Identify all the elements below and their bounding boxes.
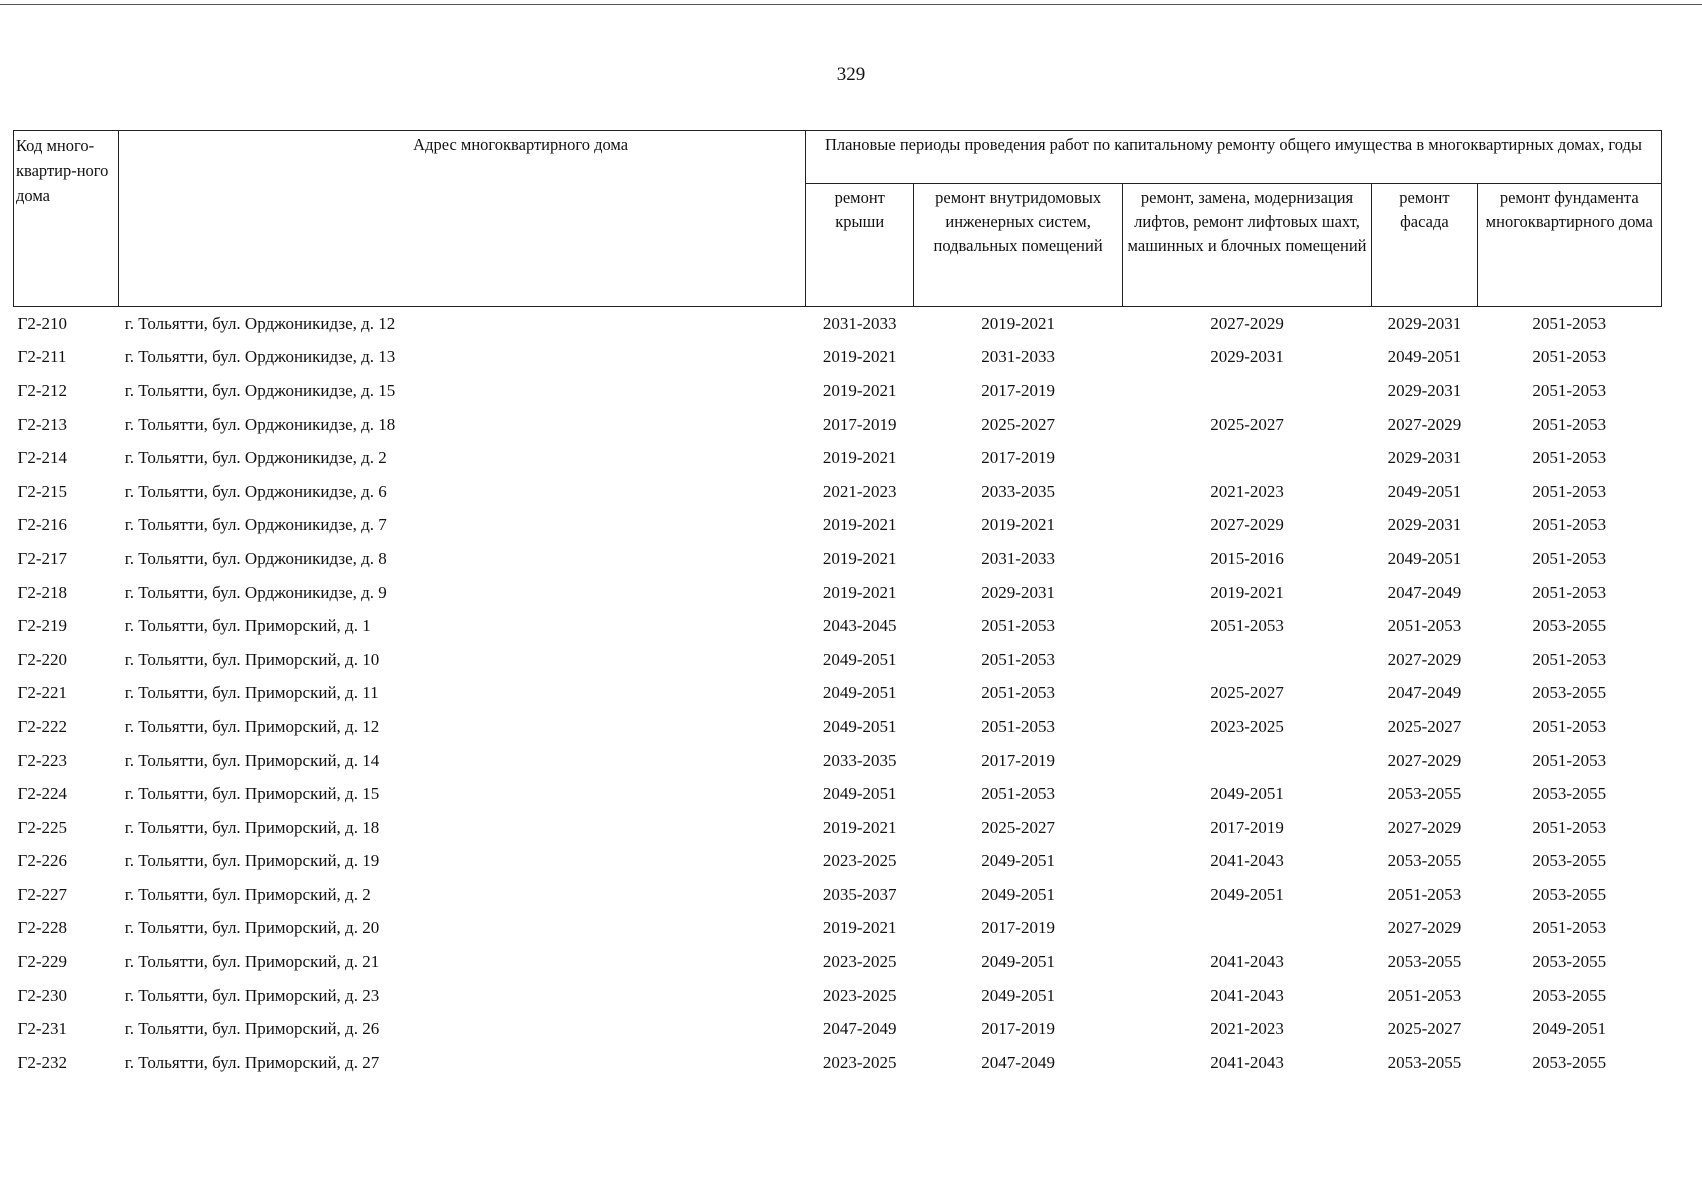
cell-elevators: 2021-2023 xyxy=(1210,481,1284,501)
cell-address: г. Тольятти, бул. Приморский, д. 19 xyxy=(124,851,380,871)
cell-code: Г2-223 xyxy=(17,750,67,770)
cell-code: Г2-228 xyxy=(17,918,67,938)
cell-facade: 2027-2029 xyxy=(1387,918,1462,938)
cell-address: г. Тольятти, бул. Приморский, д. 20 xyxy=(124,918,380,938)
cell-facade: 2053-2055 xyxy=(1387,1052,1462,1072)
repair-schedule-table xyxy=(13,130,1662,1080)
cell-address: г. Тольятти, бул. Орджоникидзе, д. 8 xyxy=(124,548,387,568)
cell-facade: 2051-2053 xyxy=(1387,884,1462,904)
cell-facade: 2027-2029 xyxy=(1387,414,1462,434)
cell-foundation: 2051-2053 xyxy=(1532,750,1607,770)
cell-foundation: 2051-2053 xyxy=(1532,380,1607,400)
cell-facade: 2025-2027 xyxy=(1387,716,1462,736)
header-facade: ремонт фасада xyxy=(1372,184,1477,307)
cell-facade: 2051-2053 xyxy=(1387,985,1462,1005)
table-row xyxy=(14,979,1662,1013)
cell-systems: 2019-2021 xyxy=(981,515,1055,535)
cell-facade: 2049-2051 xyxy=(1387,548,1462,568)
cell-code: Г2-225 xyxy=(17,817,67,837)
cell-facade: 2027-2029 xyxy=(1387,649,1462,669)
cell-roof: 2019-2021 xyxy=(822,582,897,602)
table-row xyxy=(14,710,1662,744)
cell-roof: 2043-2045 xyxy=(822,616,897,636)
cell-elevators: 2051-2053 xyxy=(1210,616,1284,636)
cell-foundation: 2051-2053 xyxy=(1532,347,1607,367)
cell-address: г. Тольятти, бул. Орджоникидзе, д. 18 xyxy=(124,414,396,434)
cell-systems: 2033-2035 xyxy=(981,481,1055,501)
cell-elevators: 2025-2027 xyxy=(1210,683,1284,703)
cell-code: Г2-220 xyxy=(17,649,67,669)
cell-roof: 2019-2021 xyxy=(822,918,897,938)
cell-elevators: 2049-2051 xyxy=(1210,784,1284,804)
cell-code: Г2-211 xyxy=(17,347,67,367)
cell-foundation: 2053-2055 xyxy=(1532,884,1607,904)
cell-facade: 2051-2053 xyxy=(1387,616,1462,636)
cell-facade: 2029-2031 xyxy=(1387,448,1462,468)
table-row xyxy=(14,374,1662,408)
cell-roof: 2049-2051 xyxy=(822,716,897,736)
cell-roof: 2049-2051 xyxy=(822,649,897,669)
table-header xyxy=(14,131,1662,307)
cell-facade: 2053-2055 xyxy=(1387,851,1462,871)
header-code: Код много-квартир-ного дома xyxy=(14,131,119,307)
cell-systems: 2017-2019 xyxy=(981,750,1055,770)
cell-facade: 2029-2031 xyxy=(1387,515,1462,535)
cell-systems: 2049-2051 xyxy=(981,884,1055,904)
cell-foundation: 2051-2053 xyxy=(1532,414,1607,434)
cell-address: г. Тольятти, бул. Орджоникидзе, д. 15 xyxy=(124,380,396,400)
cell-elevators xyxy=(1122,912,1372,946)
cell-facade: 2053-2055 xyxy=(1387,952,1462,972)
page-number: 329 xyxy=(836,64,866,85)
cell-elevators: 2041-2043 xyxy=(1210,985,1284,1005)
cell-roof: 2017-2019 xyxy=(822,414,897,434)
cell-facade: 2049-2051 xyxy=(1387,481,1462,501)
cell-code: Г2-210 xyxy=(17,313,67,333)
table-row xyxy=(14,677,1662,711)
cell-foundation: 2053-2055 xyxy=(1532,784,1607,804)
table-row xyxy=(14,1046,1662,1080)
cell-roof: 2021-2023 xyxy=(822,481,897,501)
table-row xyxy=(14,542,1662,576)
table-row xyxy=(14,643,1662,677)
cell-roof: 2019-2021 xyxy=(822,380,897,400)
cell-code: Г2-226 xyxy=(17,851,67,871)
cell-address: г. Тольятти, бул. Приморский, д. 26 xyxy=(124,1019,380,1039)
cell-code: Г2-231 xyxy=(17,1019,67,1039)
cell-roof: 2047-2049 xyxy=(822,1019,897,1039)
cell-code: Г2-230 xyxy=(17,985,67,1005)
cell-foundation: 2051-2053 xyxy=(1532,716,1607,736)
cell-address: г. Тольятти, бул. Приморский, д. 1 xyxy=(124,616,371,636)
cell-systems: 2031-2033 xyxy=(981,548,1055,568)
cell-systems: 2017-2019 xyxy=(981,448,1055,468)
cell-code: Г2-221 xyxy=(17,683,67,703)
cell-code: Г2-224 xyxy=(17,784,67,804)
cell-roof: 2019-2021 xyxy=(822,817,897,837)
cell-systems: 2025-2027 xyxy=(981,414,1055,434)
cell-address: г. Тольятти, бул. Орджоникидзе, д. 13 xyxy=(124,347,396,367)
cell-address: г. Тольятти, бул. Орджоникидзе, д. 2 xyxy=(124,448,387,468)
header-address: Адрес многоквартирного дома xyxy=(119,131,806,307)
cell-roof: 2035-2037 xyxy=(822,884,897,904)
cell-elevators: 2029-2031 xyxy=(1210,347,1284,367)
cell-systems: 2017-2019 xyxy=(981,380,1055,400)
cell-address: г. Тольятти, бул. Приморский, д. 10 xyxy=(124,649,380,669)
table-body xyxy=(14,307,1662,1080)
table-row xyxy=(14,1012,1662,1046)
table-row xyxy=(14,408,1662,442)
cell-address: г. Тольятти, бул. Орджоникидзе, д. 12 xyxy=(124,313,396,333)
cell-code: Г2-218 xyxy=(17,582,67,602)
cell-facade: 2049-2051 xyxy=(1387,347,1462,367)
cell-roof: 2033-2035 xyxy=(822,750,897,770)
cell-foundation: 2053-2055 xyxy=(1532,616,1607,636)
cell-foundation: 2051-2053 xyxy=(1532,548,1607,568)
cell-roof: 2049-2051 xyxy=(822,784,897,804)
cell-address: г. Тольятти, бул. Приморский, д. 14 xyxy=(124,750,380,770)
cell-address: г. Тольятти, бул. Приморский, д. 27 xyxy=(124,1052,380,1072)
cell-roof: 2019-2021 xyxy=(822,548,897,568)
table-row xyxy=(14,509,1662,543)
cell-facade: 2053-2055 xyxy=(1387,784,1462,804)
cell-code: Г2-215 xyxy=(17,481,67,501)
cell-facade: 2047-2049 xyxy=(1387,683,1462,703)
table-row xyxy=(14,475,1662,509)
cell-foundation: 2051-2053 xyxy=(1532,515,1607,535)
cell-systems: 2019-2021 xyxy=(981,313,1055,333)
cell-code: Г2-222 xyxy=(17,716,67,736)
cell-elevators: 2027-2029 xyxy=(1210,515,1284,535)
cell-roof: 2019-2021 xyxy=(822,515,897,535)
cell-code: Г2-212 xyxy=(17,380,67,400)
cell-elevators xyxy=(1122,744,1372,778)
cell-elevators: 2027-2029 xyxy=(1210,313,1284,333)
cell-systems: 2051-2053 xyxy=(981,649,1055,669)
cell-foundation: 2053-2055 xyxy=(1532,985,1607,1005)
cell-systems: 2049-2051 xyxy=(981,952,1055,972)
cell-systems: 2049-2051 xyxy=(981,851,1055,871)
cell-roof: 2023-2025 xyxy=(822,985,897,1005)
cell-address: г. Тольятти, бул. Орджоникидзе, д. 9 xyxy=(124,582,387,602)
cell-roof: 2023-2025 xyxy=(822,952,897,972)
cell-address: г. Тольятти, бул. Приморский, д. 12 xyxy=(124,716,380,736)
cell-systems: 2051-2053 xyxy=(981,716,1055,736)
cell-address: г. Тольятти, бул. Приморский, д. 21 xyxy=(124,952,380,972)
cell-foundation: 2051-2053 xyxy=(1532,313,1607,333)
table-row xyxy=(14,845,1662,879)
cell-foundation: 2051-2053 xyxy=(1532,918,1607,938)
cell-code: Г2-216 xyxy=(17,515,67,535)
cell-code: Г2-227 xyxy=(17,884,67,904)
cell-address: г. Тольятти, бул. Приморский, д. 15 xyxy=(124,784,380,804)
table-row xyxy=(14,341,1662,375)
cell-roof: 2031-2033 xyxy=(822,313,897,333)
cell-foundation: 2051-2053 xyxy=(1532,448,1607,468)
table-row xyxy=(14,912,1662,946)
cell-systems: 2047-2049 xyxy=(981,1052,1055,1072)
cell-code: Г2-213 xyxy=(17,414,67,434)
cell-address: г. Тольятти, бул. Орджоникидзе, д. 7 xyxy=(124,515,387,535)
header-foundation: ремонт фундамента многоквартирного дома xyxy=(1477,184,1661,307)
cell-systems: 2017-2019 xyxy=(981,1019,1055,1039)
cell-elevators xyxy=(1122,643,1372,677)
cell-roof: 2019-2021 xyxy=(822,347,897,367)
cell-elevators xyxy=(1122,374,1372,408)
cell-facade: 2025-2027 xyxy=(1387,1019,1462,1039)
cell-foundation: 2053-2055 xyxy=(1532,851,1607,871)
cell-code: Г2-217 xyxy=(17,548,67,568)
cell-elevators: 2023-2025 xyxy=(1210,716,1284,736)
cell-foundation: 2053-2055 xyxy=(1532,952,1607,972)
cell-elevators: 2015-2016 xyxy=(1210,548,1284,568)
cell-systems: 2017-2019 xyxy=(981,918,1055,938)
cell-elevators: 2041-2043 xyxy=(1210,851,1284,871)
cell-systems: 2025-2027 xyxy=(981,817,1055,837)
cell-elevators: 2025-2027 xyxy=(1210,414,1284,434)
header-roof: ремонт крыши xyxy=(805,184,913,307)
cell-elevators: 2019-2021 xyxy=(1210,582,1284,602)
cell-facade: 2047-2049 xyxy=(1387,582,1462,602)
cell-foundation: 2051-2053 xyxy=(1532,481,1607,501)
cell-address: г. Тольятти, бул. Орджоникидзе, д. 6 xyxy=(124,481,387,501)
cell-systems: 2051-2053 xyxy=(981,683,1055,703)
cell-elevators: 2017-2019 xyxy=(1210,817,1284,837)
cell-elevators xyxy=(1122,441,1372,475)
cell-address: г. Тольятти, бул. Приморский, д. 18 xyxy=(124,817,380,837)
cell-facade: 2027-2029 xyxy=(1387,750,1462,770)
cell-roof: 2023-2025 xyxy=(822,1052,897,1072)
cell-systems: 2031-2033 xyxy=(981,347,1055,367)
table-row xyxy=(14,878,1662,912)
cell-systems: 2051-2053 xyxy=(981,784,1055,804)
cell-systems: 2049-2051 xyxy=(981,985,1055,1005)
cell-foundation: 2051-2053 xyxy=(1532,817,1607,837)
table-row xyxy=(14,576,1662,610)
cell-code: Г2-229 xyxy=(17,952,67,972)
cell-code: Г2-219 xyxy=(17,616,67,636)
table-row xyxy=(14,307,1662,341)
table-row xyxy=(14,609,1662,643)
cell-facade: 2027-2029 xyxy=(1387,817,1462,837)
header-periods: Плановые периоды проведения работ по капитальному ремонту общего имущества в многоквартирных домах, годы xyxy=(805,131,1661,184)
cell-systems: 2051-2053 xyxy=(981,616,1055,636)
cell-elevators: 2021-2023 xyxy=(1210,1019,1284,1039)
cell-facade: 2029-2031 xyxy=(1387,313,1462,333)
cell-roof: 2019-2021 xyxy=(822,448,897,468)
cell-elevators: 2049-2051 xyxy=(1210,884,1284,904)
cell-foundation: 2051-2053 xyxy=(1532,582,1607,602)
cell-roof: 2049-2051 xyxy=(822,683,897,703)
table-row xyxy=(14,744,1662,778)
header-systems: ремонт внутридомовых инженерных систем, подвальных помещений xyxy=(914,184,1122,307)
cell-foundation: 2053-2055 xyxy=(1532,1052,1607,1072)
cell-foundation: 2053-2055 xyxy=(1532,683,1607,703)
table-row xyxy=(14,945,1662,979)
cell-address: г. Тольятти, бул. Приморский, д. 11 xyxy=(124,683,379,703)
cell-foundation: 2051-2053 xyxy=(1532,649,1607,669)
top-rule xyxy=(0,4,1702,5)
cell-code: Г2-214 xyxy=(17,448,67,468)
table-row xyxy=(14,441,1662,475)
cell-roof: 2023-2025 xyxy=(822,851,897,871)
header-elevators: ремонт, замена, модернизация лифтов, ремонт лифтовых шахт, машинных и блочных помещений xyxy=(1122,184,1372,307)
cell-facade: 2029-2031 xyxy=(1387,380,1462,400)
table-row xyxy=(14,811,1662,845)
cell-code: Г2-232 xyxy=(17,1052,67,1072)
table-row xyxy=(14,777,1662,811)
cell-elevators: 2041-2043 xyxy=(1210,952,1284,972)
cell-address: г. Тольятти, бул. Приморский, д. 23 xyxy=(124,985,380,1005)
cell-systems: 2029-2031 xyxy=(981,582,1055,602)
cell-address: г. Тольятти, бул. Приморский, д. 2 xyxy=(124,884,371,904)
cell-foundation: 2049-2051 xyxy=(1532,1019,1607,1039)
cell-elevators: 2041-2043 xyxy=(1210,1052,1284,1072)
